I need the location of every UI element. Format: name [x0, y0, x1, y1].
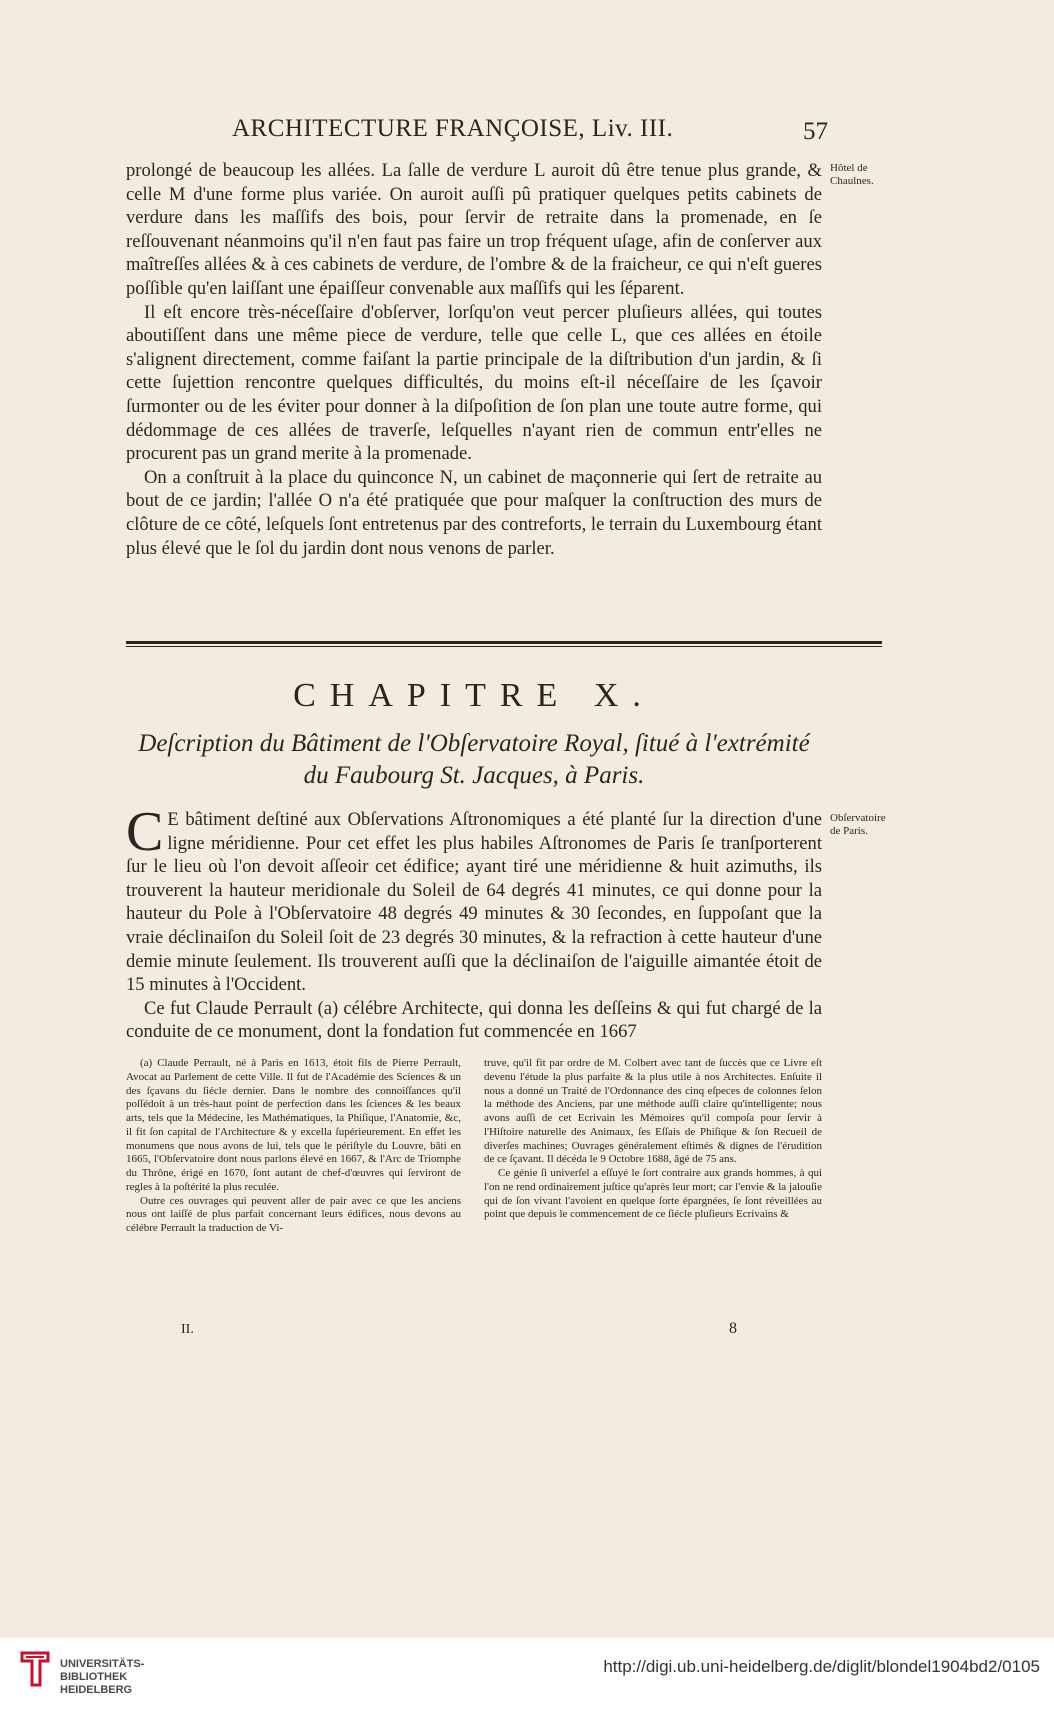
separator-rule-thin: [126, 646, 882, 647]
paragraph: Il eſt encore très-néceſſaire d'obſerver, lorſqu'on veut percer pluſieurs allées, qui toutes aboutiſſent dans une même piece de verdure, telle que celle L, que ces allées en étoile s'alignent directement, comme faiſant la partie principale de la diſtribution d'un jardin, & ſi cette ſujettion rencontre quelques difficultés, du moins eſt-il néceſſaire de les ſçavoir ſurmonter ou de les éviter pour donner à la diſpoſition de ſon plan une toute autre forme, qui dédommage de ces allées de traverſe, leſquelles n'ayant rien de commun entr'elles ne procurent pas un grand merite à la promenade.: [126, 301, 822, 465]
library-logo-icon[interactable]: [18, 1649, 54, 1693]
library-name-line: HEIDELBERG: [60, 1684, 133, 1696]
footnotes-right-column: [484, 1057, 822, 1222]
margin-note-hotel: Hôtel de Chaulnes.: [830, 162, 874, 187]
body-section-1: [126, 159, 822, 560]
footnotes-left-column: [126, 1057, 461, 1236]
signature-mark-right: 8: [729, 1320, 737, 1337]
chapter-subtitle-line: du Faubourg St. Jacques, à Paris.: [303, 762, 645, 789]
footnote-paragraph: Outre ces ouvrages qui peuvent aller de pair avec ce que les anciens nous ont laiſſé de plus parfait concernant leurs édifices, nous devons au célébre Perrault la traduction de Vi-: [126, 1194, 461, 1234]
library-name-line: UNIVERSITÄTS-: [60, 1658, 145, 1670]
separator-rule-thick: [126, 641, 882, 644]
paragraph: prolongé de beaucoup les allées. La ſalle de verdure L auroit dû être tenue plus grande, & celle M d'une forme plus variée. On auroit auſſi pû pratiquer quelques petits cabinets de verdure dans les maſſifs des bois, pour ſervir de retraite dans la promenade, en ſe reſſouvenant néanmoins qu'il n'en faut pas faire un trop fréquent uſage, afin de conſerver aux maîtreſſes allées & à ces cabinets de verdure, de l'ombre & de la fraicheur, ce qui n'eſt gueres poſſible qu'en laiſſant une épaiſſeur convenable aux maſſifs qui les ſéparent.: [126, 160, 822, 299]
paragraph: Ce fut Claude Perrault (a) célébre Architecte, qui donna les deſſeins & qui fut chargé de la conduite de ce monument, dont la fondation fut commencée en 1667: [126, 997, 822, 1043]
drop-cap: C: [126, 801, 164, 863]
source-url-link[interactable]: http://digi.ub.uni-heidelberg.de/diglit/blondel1904bd2/0105: [603, 1657, 1040, 1676]
margin-note-observatoire: Obſervatoire de Paris.: [830, 812, 886, 837]
footnote-paragraph: Ce génie ſi univerſel a eſſuyé le ſort contraire aux grands hommes, à qui l'on ne rend ordinairement juſtice qu'après leur mort; car l'envie & la jalouſie qui de ſon vivant l'avoient en quelque ſorte épargnées, ſe ſont réveillées au point que depuis le commencement de ce ſiécle pluſieurs Ecrivains &: [484, 1167, 822, 1221]
footnote-paragraph: truve, qu'il fit par ordre de M. Colbert avec tant de ſuccès que ce Livre eſt devenu l'étude la plus parfaite & la plus utile à nos Architectes. Enſuite il nous a donné un Traité de l'Ordonnance des cinq eſpeces de colonnes ſelon la méthode des Anciens, par une méthode auſſi claire qu'intelligente; nous avons auſſi de cet Ecrivain les Mémoires qu'il compoſa pour ſervir à l'Hiſtoire naturelle des Animaux, ſes Eſſais de Phiſique & ſon Recueil de diverſes machines; Ouvrages généralement eſtimés & dignes de l'érudition de ce ſçavant. Il décéda le 9 Octobre 1688, âgé de 75 ans.: [484, 1057, 822, 1166]
paragraph: [126, 801, 822, 997]
running-title: ARCHITECTURE FRANÇOISE, Liv. III.: [232, 115, 674, 142]
footnote-paragraph: (a) Claude Perrault, né à Paris en 1613, étoit fils de Pierre Perrault, Avocat au Parlement de cette Ville. Il fut de l'Académie des Sciences & un des ſçavans du ſiécle dernier. Dans le nombre des connoiſſances qu'il poſſédoit à un très-haut point de perfection dans les ſciences & les beaux arts, tels que la Médecine, les Mathématiques, la Phiſique, l'Anatomie, &c, il fit ſon capital de l'Architecture & y excella ſupérieurement. En effet les monumens que nous avons de lui, tels que le périſtyle du Louvre, bâti en 1665, l'Obſervatoire dont nous parlons élevé en 1667, & l'Arc de Triomphe du Thrône, érigé en 1670, ſont autant de chef-d'œuvres qui ſerviront de regles à la poſtérité la plus reculée.: [126, 1057, 461, 1193]
chapter-title: CHAPITRE X.: [293, 677, 655, 714]
chapter-subtitle-line: Deſcription du Bâtiment de l'Obſervatoire Royal, ſitué à l'extrémité: [138, 730, 810, 757]
paragraph: On a conſtruit à la place du quinconce N, un cabinet de maçonnerie qui ſert de retraite au bout de ce jardin; l'allée O n'a été pratiquée que pour maſquer la conſtruction des murs de clôture de ce côté, leſquels ſont entretenus par des contreforts, le terrain du Luxembourg étant plus élevé que le ſol du jardin dont nous venons de parler.: [126, 466, 822, 559]
body-section-2: [126, 801, 822, 1044]
library-name-line: BIBLIOTHEK: [60, 1671, 128, 1683]
page-number: 57: [803, 118, 828, 145]
paragraph-text: E bâtiment deſtiné aux Obſervations Aſtronomiques a été planté ſur la direction d'une ligne méridienne. Pour cet effet les plus habiles Aſtronomes de Paris ſe tranſporterent ſur le lieu où l'on devoit aſſeoir cet édifice; ayant tiré une méridienne & huit azimuths, ils trouverent la hauteur meridionale du Soleil de 64 degrés 41 minutes, ce qui donne pour la hauteur du Pole à l'Obſervatoire 48 degrés 49 minutes & 30 ſecondes, en ſuppoſant que la vraie déclinaiſon du Soleil ſoit de 23 degrés 30 minutes, & la refraction à cette hauteur d'une demie minute ſeulement. Ils trouverent auſſi que la déclinaiſon de l'aiguille aimantée étoit de 15 minutes à l'Occident.: [126, 809, 822, 996]
library-name: [60, 1658, 144, 1697]
chapter-subtitle: [126, 728, 822, 792]
signature-mark-left: II.: [181, 1322, 194, 1337]
